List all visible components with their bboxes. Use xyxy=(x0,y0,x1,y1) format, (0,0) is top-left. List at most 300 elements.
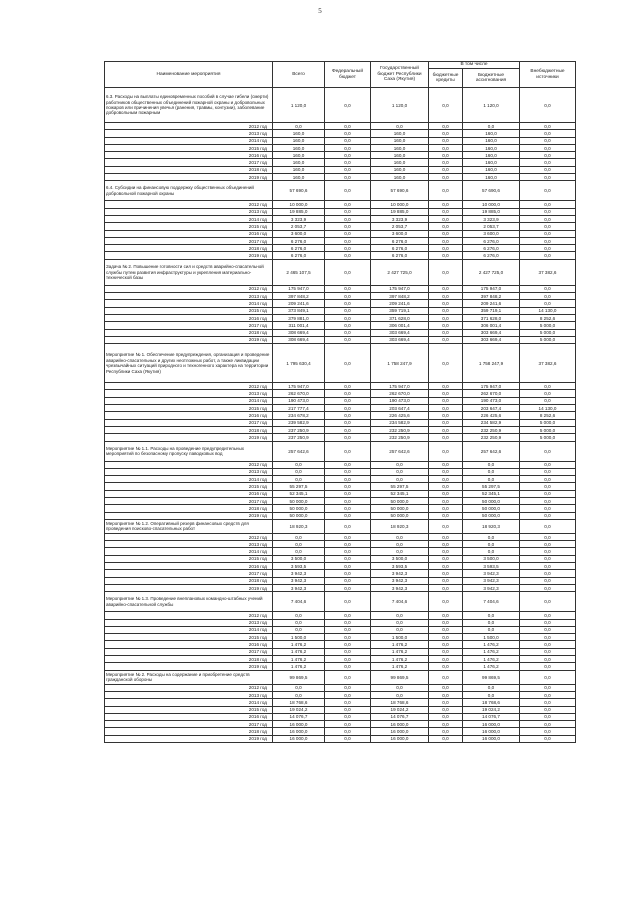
year-value-cell: 0,0 xyxy=(429,663,463,670)
year-value-cell: 0,0 xyxy=(273,612,325,619)
year-value-cell: 0,0 xyxy=(429,230,463,237)
year-value-cell: 0,0 xyxy=(429,641,463,648)
year-value-cell: 0,0 xyxy=(429,307,463,314)
year-value-cell: 0,0 xyxy=(325,419,371,426)
year-value-cell: 0,0 xyxy=(371,461,429,468)
year-label: 2017 год xyxy=(105,419,273,426)
year-label: 2012 год xyxy=(105,201,273,208)
section-title: 6.4. Субсидии на финансовую поддержку общественных объединений добровольной пожарной охраны xyxy=(105,181,273,201)
year-value-cell: 0,0 xyxy=(429,419,463,426)
section-title: Мероприятие № 1. Обеспечение предупреждения, организация и проведение аварийно-спасательных и других неотложных работ, а также ликвидации чрезвычайных ситуаций природного и техногенного характера на территории Республики Саха (Якутия) xyxy=(105,344,273,383)
year-label: 2015 год xyxy=(105,634,273,641)
year-value-cell: 50 000,0 xyxy=(371,497,429,504)
year-row xyxy=(105,706,576,713)
year-value-cell: 0,0 xyxy=(429,577,463,584)
year-value-cell: 0,0 xyxy=(429,691,463,698)
year-value-cell: 0,0 xyxy=(325,533,371,540)
year-row xyxy=(105,314,576,321)
year-value-cell: 0,0 xyxy=(520,383,576,390)
year-value-cell: 175 947,0 xyxy=(273,285,325,292)
year-value-cell: 0,0 xyxy=(520,634,576,641)
year-row xyxy=(105,555,576,562)
year-row xyxy=(105,577,576,584)
year-row xyxy=(105,634,576,641)
year-value-cell: 6 276,0 xyxy=(463,245,520,252)
year-value-cell: 1 476,2 xyxy=(463,663,520,670)
year-value-cell: 175 947,0 xyxy=(371,285,429,292)
year-value-cell: 5 000,0 xyxy=(520,322,576,329)
year-value-cell: 0,0 xyxy=(463,684,520,691)
year-label: 2014 год xyxy=(105,300,273,307)
year-value-cell: 0,0 xyxy=(325,405,371,412)
section-header-row xyxy=(105,592,576,612)
section-title: 6.3. Расходы на выплаты единовременных пособий в случае гибели (смерти) работников общественных объединений пожарной охраны и добровольных пожаров или причинения увечья (ранения, травмы, контузии), заболевание добровольным пожарным xyxy=(105,88,273,123)
year-value-cell: 232 250,9 xyxy=(463,426,520,433)
section-credits-cell: 0,0 xyxy=(429,670,463,684)
year-value-cell: 0,0 xyxy=(429,405,463,412)
year-value-cell: 0,0 xyxy=(520,728,576,735)
year-value-cell: 0,0 xyxy=(429,468,463,475)
section-extra-cell: 37 382,6 xyxy=(520,344,576,383)
year-label: 2013 год xyxy=(105,691,273,698)
year-value-cell: 0,0 xyxy=(520,505,576,512)
year-value-cell: 5 000,0 xyxy=(520,426,576,433)
year-row xyxy=(105,405,576,412)
year-value-cell: 175 947,0 xyxy=(371,383,429,390)
year-value-cell: 0,0 xyxy=(371,626,429,633)
year-value-cell: 0,0 xyxy=(429,329,463,336)
year-value-cell: 1 476,2 xyxy=(273,641,325,648)
year-row xyxy=(105,648,576,655)
year-value-cell: 8 252,6 xyxy=(520,412,576,419)
year-value-cell: 262 670,0 xyxy=(371,390,429,397)
year-value-cell: 234 678,2 xyxy=(273,412,325,419)
section-state-cell: 1 758 247,9 xyxy=(371,344,429,383)
section-state-cell: 2 427 725,0 xyxy=(371,259,429,285)
year-row xyxy=(105,512,576,519)
year-value-cell: 226 425,6 xyxy=(463,412,520,419)
year-value-cell: 0,0 xyxy=(429,159,463,166)
year-value-cell: 0,0 xyxy=(520,397,576,404)
year-value-cell: 0,0 xyxy=(429,619,463,626)
year-row xyxy=(105,713,576,720)
year-value-cell: 0,0 xyxy=(273,476,325,483)
year-label: 2019 год xyxy=(105,663,273,670)
year-value-cell: 50 000,0 xyxy=(371,505,429,512)
year-value-cell: 3 600,0 xyxy=(463,230,520,237)
year-value-cell: 209 241,6 xyxy=(463,300,520,307)
year-value-cell: 0,0 xyxy=(371,468,429,475)
year-value-cell: 0,0 xyxy=(325,336,371,343)
year-row xyxy=(105,383,576,390)
year-value-cell: 3 323,9 xyxy=(273,215,325,222)
year-row xyxy=(105,166,576,173)
header-alloc: Бюджетные ассигнования xyxy=(463,69,520,88)
section-title: Мероприятие № 2. Расходы на содержание и приобретение средств гражданской обороны xyxy=(105,670,273,684)
section-header-row xyxy=(105,181,576,201)
year-value-cell: 0,0 xyxy=(520,476,576,483)
year-value-cell: 160,0 xyxy=(371,174,429,181)
year-value-cell: 0,0 xyxy=(429,476,463,483)
year-value-cell: 0,0 xyxy=(325,383,371,390)
year-value-cell: 0,0 xyxy=(325,412,371,419)
year-label: 2019 год xyxy=(105,434,273,441)
year-value-cell: 0,0 xyxy=(520,461,576,468)
section-federal-cell: 0,0 xyxy=(325,592,371,612)
year-label: 2013 год xyxy=(105,619,273,626)
year-value-cell: 160,0 xyxy=(371,166,429,173)
year-row xyxy=(105,505,576,512)
year-row xyxy=(105,584,576,591)
year-value-cell: 209 241,6 xyxy=(273,300,325,307)
section-credits-cell: 0,0 xyxy=(429,88,463,123)
section-header-row xyxy=(105,344,576,383)
year-value-cell: 0,0 xyxy=(429,215,463,222)
year-value-cell: 0,0 xyxy=(429,336,463,343)
year-value-cell: 6 276,0 xyxy=(273,252,325,259)
year-label: 2019 год xyxy=(105,584,273,591)
year-value-cell: 359 719,1 xyxy=(463,307,520,314)
year-value-cell: 0,0 xyxy=(429,390,463,397)
year-value-cell: 16 000,0 xyxy=(371,721,429,728)
year-value-cell: 19 885,0 xyxy=(273,208,325,215)
year-row xyxy=(105,300,576,307)
year-value-cell: 3 500,0 xyxy=(273,555,325,562)
year-value-cell: 0,0 xyxy=(463,626,520,633)
year-value-cell: 160,0 xyxy=(371,152,429,159)
year-value-cell: 0,0 xyxy=(520,641,576,648)
year-value-cell: 0,0 xyxy=(429,285,463,292)
year-value-cell: 0,0 xyxy=(371,619,429,626)
year-value-cell: 5 000,0 xyxy=(520,336,576,343)
year-value-cell: 0,0 xyxy=(520,215,576,222)
year-row xyxy=(105,130,576,137)
year-value-cell: 18 768,6 xyxy=(273,699,325,706)
year-value-cell: 50 000,0 xyxy=(463,512,520,519)
year-row xyxy=(105,412,576,419)
year-value-cell: 0,0 xyxy=(371,476,429,483)
section-extra-cell: 37 382,6 xyxy=(520,259,576,285)
year-value-cell: 6 276,0 xyxy=(371,252,429,259)
year-value-cell: 16 000,0 xyxy=(273,721,325,728)
year-value-cell: 0,0 xyxy=(520,512,576,519)
section-federal-cell: 0,0 xyxy=(325,181,371,201)
year-row xyxy=(105,541,576,548)
year-value-cell: 203 647,4 xyxy=(371,405,429,412)
year-value-cell: 1 476,2 xyxy=(273,663,325,670)
year-value-cell: 306 001,4 xyxy=(371,322,429,329)
year-value-cell: 1 476,2 xyxy=(273,656,325,663)
year-value-cell: 0,0 xyxy=(325,245,371,252)
year-row xyxy=(105,426,576,433)
year-value-cell: 0,0 xyxy=(325,468,371,475)
year-value-cell: 0,0 xyxy=(429,634,463,641)
header-incl: В том числе xyxy=(429,62,520,69)
year-value-cell: 0,0 xyxy=(325,555,371,562)
year-value-cell: 0,0 xyxy=(520,577,576,584)
year-value-cell: 0,0 xyxy=(463,691,520,698)
year-value-cell: 1 476,2 xyxy=(463,656,520,663)
year-value-cell: 0,0 xyxy=(371,123,429,130)
year-label: 2015 год xyxy=(105,223,273,230)
year-value-cell: 0,0 xyxy=(325,563,371,570)
year-value-cell: 0,0 xyxy=(325,174,371,181)
year-row xyxy=(105,329,576,336)
year-value-cell: 0,0 xyxy=(273,123,325,130)
year-value-cell: 190 473,0 xyxy=(463,397,520,404)
year-value-cell: 175 947,0 xyxy=(463,383,520,390)
year-row xyxy=(105,691,576,698)
year-value-cell: 0,0 xyxy=(429,123,463,130)
section-header-row xyxy=(105,259,576,285)
year-value-cell: 160,0 xyxy=(463,144,520,151)
year-row xyxy=(105,390,576,397)
year-value-cell: 0,0 xyxy=(520,166,576,173)
year-row xyxy=(105,570,576,577)
year-value-cell: 0,0 xyxy=(325,476,371,483)
year-value-cell: 3 500,0 xyxy=(463,555,520,562)
year-value-cell: 3 323,9 xyxy=(371,215,429,222)
year-value-cell: 0,0 xyxy=(325,577,371,584)
year-value-cell: 303 669,4 xyxy=(371,336,429,343)
year-value-cell: 0,0 xyxy=(429,584,463,591)
year-label: 2015 год xyxy=(105,555,273,562)
year-value-cell: 3 942,3 xyxy=(371,584,429,591)
year-value-cell: 0,0 xyxy=(429,648,463,655)
year-row xyxy=(105,307,576,314)
year-value-cell: 190 473,0 xyxy=(371,397,429,404)
year-value-cell: 308 669,4 xyxy=(273,329,325,336)
year-value-cell: 262 670,0 xyxy=(273,390,325,397)
year-row xyxy=(105,434,576,441)
year-value-cell: 52 345,1 xyxy=(273,490,325,497)
year-value-cell: 311 001,4 xyxy=(273,322,325,329)
year-value-cell: 2 053,7 xyxy=(463,223,520,230)
section-state-cell: 99 869,5 xyxy=(371,670,429,684)
year-value-cell: 6 276,0 xyxy=(273,237,325,244)
year-value-cell: 0,0 xyxy=(520,174,576,181)
year-row xyxy=(105,735,576,742)
year-value-cell: 0,0 xyxy=(520,137,576,144)
section-total-cell: 57 690,6 xyxy=(273,181,325,201)
header-name: Наименование мероприятия xyxy=(105,62,273,88)
year-value-cell: 0,0 xyxy=(429,461,463,468)
year-value-cell: 14 076,7 xyxy=(371,713,429,720)
year-value-cell: 55 297,5 xyxy=(371,483,429,490)
section-title: Задача № 2. Повышение готовности сил и средств аварийно-спасательной службы путем развития инфраструктуры и укрепления материально-технической базы xyxy=(105,259,273,285)
year-value-cell: 0,0 xyxy=(325,390,371,397)
year-value-cell: 0,0 xyxy=(429,412,463,419)
year-value-cell: 232 250,9 xyxy=(371,426,429,433)
year-value-cell: 371 628,0 xyxy=(463,314,520,321)
year-value-cell: 0,0 xyxy=(520,230,576,237)
year-value-cell: 190 473,0 xyxy=(273,397,325,404)
year-value-cell: 0,0 xyxy=(429,397,463,404)
year-value-cell: 19 024,2 xyxy=(273,706,325,713)
year-value-cell: 0,0 xyxy=(429,563,463,570)
year-label: 2016 год xyxy=(105,314,273,321)
year-value-cell: 0,0 xyxy=(463,476,520,483)
year-value-cell: 226 425,6 xyxy=(371,412,429,419)
year-value-cell: 0,0 xyxy=(371,541,429,548)
year-value-cell: 0,0 xyxy=(371,533,429,540)
year-row xyxy=(105,626,576,633)
year-value-cell: 18 768,6 xyxy=(371,699,429,706)
year-label: 2017 год xyxy=(105,237,273,244)
year-value-cell: 0,0 xyxy=(463,461,520,468)
section-title: Мероприятие № 1.2. Оперативный резерв финансовых средств для проведения поисково-спасательных работ xyxy=(105,519,273,533)
year-value-cell: 0,0 xyxy=(325,634,371,641)
year-label: 2013 год xyxy=(105,208,273,215)
year-value-cell: 14 076,7 xyxy=(273,713,325,720)
year-value-cell: 0,0 xyxy=(520,152,576,159)
year-value-cell: 1 476,2 xyxy=(463,648,520,655)
section-title: Мероприятие № 1.1. Расходы на проведение предупредительных мероприятий по безопасному пропуску паводковых вод xyxy=(105,441,273,461)
year-value-cell: 3 942,3 xyxy=(463,584,520,591)
year-value-cell: 397 848,2 xyxy=(273,293,325,300)
year-value-cell: 0,0 xyxy=(273,684,325,691)
year-label: 2017 год xyxy=(105,159,273,166)
year-value-cell: 0,0 xyxy=(520,691,576,698)
year-value-cell: 160,0 xyxy=(273,159,325,166)
year-value-cell: 0,0 xyxy=(325,397,371,404)
year-value-cell: 0,0 xyxy=(520,612,576,619)
year-value-cell: 14 130,0 xyxy=(520,405,576,412)
year-value-cell: 1 476,2 xyxy=(273,648,325,655)
year-row xyxy=(105,721,576,728)
year-value-cell: 16 000,0 xyxy=(463,735,520,742)
section-total-cell: 257 642,6 xyxy=(273,441,325,461)
year-row xyxy=(105,490,576,497)
year-value-cell: 0,0 xyxy=(325,490,371,497)
year-value-cell: 50 000,0 xyxy=(371,512,429,519)
section-federal-cell: 0,0 xyxy=(325,344,371,383)
year-value-cell: 16 000,0 xyxy=(273,728,325,735)
year-row xyxy=(105,563,576,570)
year-label: 2012 год xyxy=(105,684,273,691)
year-value-cell: 0,0 xyxy=(429,166,463,173)
section-alloc-cell: 18 920,3 xyxy=(463,519,520,533)
year-value-cell: 3 942,3 xyxy=(273,584,325,591)
year-value-cell: 373 849,1 xyxy=(273,307,325,314)
year-value-cell: 160,0 xyxy=(273,152,325,159)
section-header-row xyxy=(105,670,576,684)
year-value-cell: 0,0 xyxy=(429,434,463,441)
year-row xyxy=(105,215,576,222)
year-label: 2012 год xyxy=(105,383,273,390)
year-row xyxy=(105,663,576,670)
year-value-cell: 0,0 xyxy=(520,300,576,307)
year-row xyxy=(105,123,576,130)
year-label: 2018 год xyxy=(105,728,273,735)
year-label: 2015 год xyxy=(105,307,273,314)
year-value-cell: 160,0 xyxy=(371,130,429,137)
year-row xyxy=(105,252,576,259)
year-value-cell: 0,0 xyxy=(429,223,463,230)
year-value-cell: 0,0 xyxy=(325,215,371,222)
year-value-cell: 3 600,0 xyxy=(371,230,429,237)
year-value-cell: 175 947,0 xyxy=(273,383,325,390)
year-value-cell: 0,0 xyxy=(520,468,576,475)
year-row xyxy=(105,137,576,144)
year-value-cell: 50 000,0 xyxy=(273,512,325,519)
year-value-cell: 0,0 xyxy=(325,426,371,433)
year-value-cell: 0,0 xyxy=(429,174,463,181)
year-value-cell: 0,0 xyxy=(371,548,429,555)
year-value-cell: 0,0 xyxy=(325,505,371,512)
year-label: 2012 год xyxy=(105,533,273,540)
year-value-cell: 3 323,9 xyxy=(463,215,520,222)
year-row xyxy=(105,201,576,208)
year-label: 2014 год xyxy=(105,215,273,222)
year-value-cell: 0,0 xyxy=(325,314,371,321)
year-value-cell: 0,0 xyxy=(520,735,576,742)
year-value-cell: 50 000,0 xyxy=(463,497,520,504)
year-value-cell: 0,0 xyxy=(463,468,520,475)
year-value-cell: 0,0 xyxy=(325,461,371,468)
year-row xyxy=(105,322,576,329)
year-value-cell: 0,0 xyxy=(325,307,371,314)
year-row xyxy=(105,208,576,215)
section-federal-cell: 0,0 xyxy=(325,519,371,533)
year-value-cell: 0,0 xyxy=(429,208,463,215)
year-value-cell: 16 000,0 xyxy=(371,728,429,735)
year-value-cell: 5 000,0 xyxy=(520,434,576,441)
year-value-cell: 52 345,1 xyxy=(463,490,520,497)
year-row xyxy=(105,728,576,735)
year-value-cell: 0,0 xyxy=(429,533,463,540)
year-value-cell: 0,0 xyxy=(429,684,463,691)
year-label: 2018 год xyxy=(105,166,273,173)
year-value-cell: 175 947,0 xyxy=(463,285,520,292)
year-value-cell: 0,0 xyxy=(520,252,576,259)
section-alloc-cell: 1 120,0 xyxy=(463,88,520,123)
year-value-cell: 0,0 xyxy=(520,237,576,244)
year-value-cell: 0,0 xyxy=(520,497,576,504)
year-value-cell: 19 885,0 xyxy=(463,208,520,215)
year-label: 2012 год xyxy=(105,285,273,292)
year-label: 2015 год xyxy=(105,706,273,713)
year-row xyxy=(105,656,576,663)
year-value-cell: 0,0 xyxy=(520,223,576,230)
year-value-cell: 1 500,0 xyxy=(273,634,325,641)
year-value-cell: 16 000,0 xyxy=(463,721,520,728)
year-value-cell: 6 276,0 xyxy=(273,245,325,252)
header-total: Всего xyxy=(273,62,325,88)
section-alloc-cell: 2 427 725,0 xyxy=(463,259,520,285)
year-value-cell: 160,0 xyxy=(273,137,325,144)
year-value-cell: 232 250,9 xyxy=(463,434,520,441)
section-total-cell: 7 404,6 xyxy=(273,592,325,612)
year-value-cell: 10 000,0 xyxy=(463,201,520,208)
year-value-cell: 19 024,2 xyxy=(463,706,520,713)
year-value-cell: 160,0 xyxy=(273,174,325,181)
year-value-cell: 50 000,0 xyxy=(273,505,325,512)
year-value-cell: 0,0 xyxy=(429,130,463,137)
year-value-cell: 0,0 xyxy=(273,541,325,548)
year-value-cell: 308 669,4 xyxy=(273,336,325,343)
year-value-cell: 0,0 xyxy=(325,619,371,626)
year-value-cell: 1 476,2 xyxy=(371,656,429,663)
year-label: 2019 год xyxy=(105,512,273,519)
year-value-cell: 0,0 xyxy=(325,626,371,633)
year-value-cell: 0,0 xyxy=(429,322,463,329)
year-value-cell: 0,0 xyxy=(325,612,371,619)
year-value-cell: 0,0 xyxy=(325,735,371,742)
year-value-cell: 6 276,0 xyxy=(371,245,429,252)
year-label: 2015 год xyxy=(105,405,273,412)
table-body xyxy=(105,88,576,743)
